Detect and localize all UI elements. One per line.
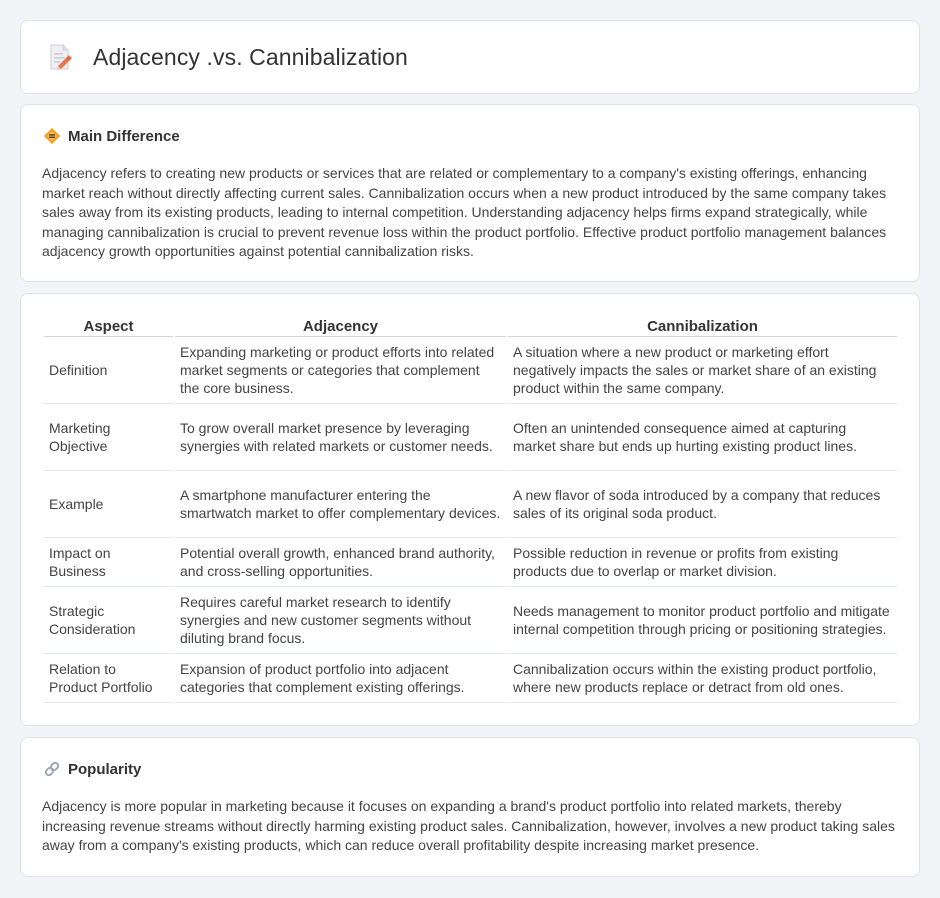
header-cannibalization: Cannibalization bbox=[508, 316, 897, 337]
cannibalization-cell: Often an unintended consequence aimed at capturing market share but ends up hurting existing product lines. bbox=[508, 404, 897, 471]
cannibalization-cell: Needs management to monitor product portfolio and mitigate internal competition through pricing or positioning strategies. bbox=[508, 587, 897, 654]
aspect-cell: Relation to Product Portfolio bbox=[44, 654, 173, 703]
main-difference-heading bbox=[43, 127, 180, 145]
header-card bbox=[20, 20, 920, 94]
adjacency-cell: To grow overall market presence by leveraging synergies with related markets or customer needs. bbox=[175, 404, 506, 471]
table-row bbox=[44, 587, 897, 654]
aspect-cell: Example bbox=[44, 471, 173, 538]
popularity-text: Adjacency is more popular in marketing because it focuses on expanding a brand's product portfolio into related markets, thereby increasing revenue streams without directly harming existing product sales. Cannibalization, however, involves a new product taking sales away from a company's existing products, which can reduce overall profitability despite increasing market presence. bbox=[42, 798, 895, 853]
table-header-row bbox=[44, 316, 897, 337]
adjacency-cell: A smartphone manufacturer entering the smartwatch market to offer complementary devices. bbox=[175, 471, 506, 538]
aspect-cell: Impact on Business bbox=[44, 538, 173, 587]
adjacency-cell: Potential overall growth, enhanced brand authority, and cross-selling opportunities. bbox=[175, 538, 506, 587]
cannibalization-cell: Possible reduction in revenue or profits from existing products due to overlap or market division. bbox=[508, 538, 897, 587]
table-row bbox=[44, 471, 897, 538]
link-icon bbox=[43, 760, 61, 778]
main-difference-card bbox=[20, 104, 920, 282]
title-row bbox=[47, 43, 408, 71]
popularity-heading bbox=[43, 760, 141, 778]
header-aspect: Aspect bbox=[44, 316, 173, 337]
adjacency-cell: Expansion of product portfolio into adjacent categories that complement existing offerings. bbox=[175, 654, 506, 703]
popularity-title: Popularity bbox=[68, 760, 142, 778]
adjacency-cell: Requires careful market research to identify synergies and new customer segments without diluting brand focus. bbox=[175, 587, 506, 654]
table-row bbox=[44, 654, 897, 703]
main-difference-title: Main Difference bbox=[68, 127, 180, 145]
cannibalization-cell: A new flavor of soda introduced by a company that reduces sales of its original soda product. bbox=[508, 471, 897, 538]
diamond-sign-icon bbox=[43, 127, 61, 145]
header-adjacency: Adjacency bbox=[175, 316, 506, 337]
table-row bbox=[44, 337, 897, 404]
table-row bbox=[44, 404, 897, 471]
table-row bbox=[44, 538, 897, 587]
adjacency-cell: Expanding marketing or product efforts into related market segments or categories that complement the core business. bbox=[175, 337, 506, 404]
comparison-table bbox=[42, 316, 899, 703]
page-title: Adjacency .vs. Cannibalization bbox=[93, 43, 408, 70]
document-pencil-icon bbox=[47, 43, 73, 71]
main-difference-text: Adjacency refers to creating new products or services that are related or complementary to a company's existing offerings, enhancing market reach without directly affecting current sales. Cannibalization occurs when a new product introduced by the same company takes sales away from its existing products, leading to internal competition. Understanding adjacency helps firms expand strategically, while managing cannibalization is crucial to prevent revenue loss within the product portfolio. Effective product portfolio management balances adjacency growth opportunities against potential cannibalization risks. bbox=[42, 165, 887, 259]
cannibalization-cell: A situation where a new product or marketing effort negatively impacts the sales or market share of an existing product within the same company. bbox=[508, 337, 897, 404]
aspect-cell: Definition bbox=[44, 337, 173, 404]
aspect-cell: Strategic Consideration bbox=[44, 587, 173, 654]
comparison-table-card bbox=[20, 293, 920, 726]
popularity-card bbox=[20, 737, 920, 877]
aspect-cell: Marketing Objective bbox=[44, 404, 173, 471]
cannibalization-cell: Cannibalization occurs within the existing product portfolio, where new products replace or detract from old ones. bbox=[508, 654, 897, 703]
